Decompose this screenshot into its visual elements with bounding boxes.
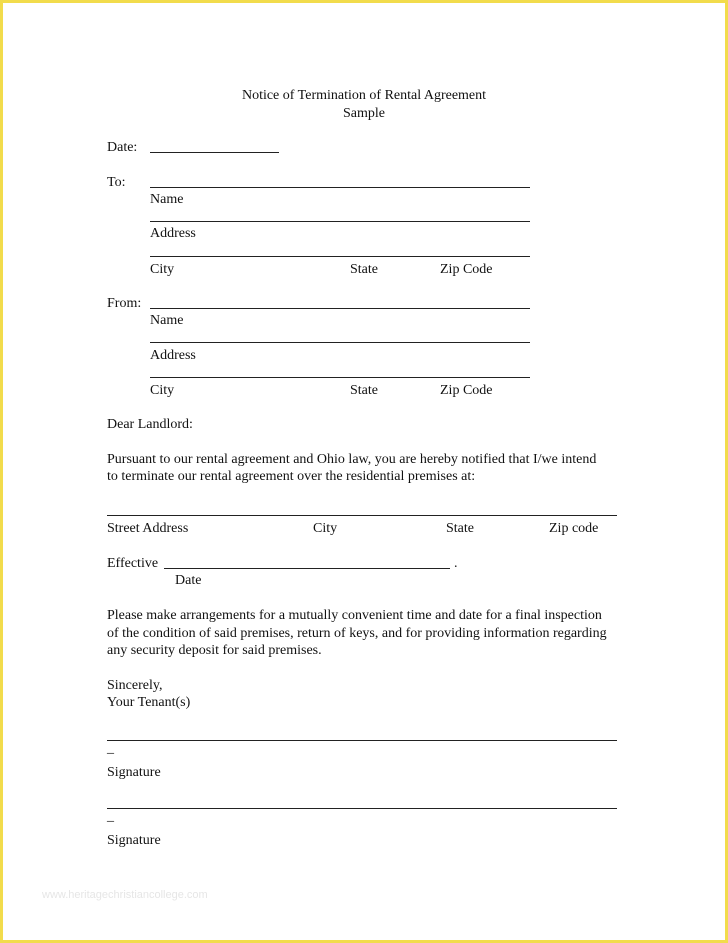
document-subtitle: Sample: [343, 106, 385, 121]
to-name-label: Name: [150, 192, 184, 207]
from-label: From:: [107, 296, 142, 311]
date-label: Date:: [107, 140, 138, 155]
to-address-label: Address: [150, 226, 196, 241]
from-address-label: Address: [150, 348, 196, 363]
signature-1-line-tail: _: [107, 741, 114, 756]
date-field-line[interactable]: [150, 152, 279, 153]
from-city-state-zip-line[interactable]: [150, 377, 530, 378]
effective-label: Effective: [107, 556, 159, 571]
salutation: Dear Landlord:: [107, 417, 193, 432]
from-name-line[interactable]: [150, 308, 530, 309]
arrangements-paragraph-line-2: of the condition of said premises, return of keys, and for providing information regarding: [107, 626, 607, 641]
to-label: To:: [107, 175, 126, 190]
document-title: Notice of Termination of Rental Agreement: [241, 88, 487, 103]
premises-zip-label: Zip code: [549, 521, 599, 536]
from-address-line[interactable]: [150, 342, 530, 343]
watermark-text: www.heritagechristiancollege.com: [42, 889, 208, 901]
notice-paragraph-line-1: Pursuant to our rental agreement and Ohio law, you are hereby notified that I/we intend: [107, 452, 597, 467]
to-state-label: State: [350, 262, 378, 277]
from-state-label: State: [350, 383, 378, 398]
effective-date-line[interactable]: [164, 568, 450, 569]
signature-1-line[interactable]: [107, 740, 617, 741]
arrangements-paragraph-line-3: any security deposit for said premises.: [107, 643, 322, 658]
premises-street-label: Street Address: [107, 521, 189, 536]
to-name-line[interactable]: [150, 187, 530, 188]
signature-2-line-tail: _: [107, 809, 114, 824]
notice-paragraph-line-2: to terminate our rental agreement over the residential premises at:: [107, 469, 476, 484]
signature-1-label: Signature: [107, 765, 161, 780]
to-city-label: City: [150, 262, 175, 277]
premises-city-label: City: [313, 521, 338, 536]
premises-address-line[interactable]: [107, 515, 617, 516]
signature-2-label: Signature: [107, 833, 161, 848]
from-city-label: City: [150, 383, 175, 398]
to-address-line[interactable]: [150, 221, 530, 222]
to-zip-label: Zip Code: [440, 262, 493, 277]
to-city-state-zip-line[interactable]: [150, 256, 530, 257]
signature-2-line[interactable]: [107, 808, 617, 809]
effective-date-label: Date: [175, 573, 202, 588]
closing: Sincerely,: [107, 678, 163, 693]
from-name-label: Name: [150, 313, 184, 328]
from-zip-label: Zip Code: [440, 383, 493, 398]
closing-signer: Your Tenant(s): [107, 695, 191, 710]
effective-period: .: [454, 556, 458, 571]
premises-state-label: State: [446, 521, 474, 536]
arrangements-paragraph-line-1: Please make arrangements for a mutually convenient time and date for a final inspection: [107, 608, 602, 623]
